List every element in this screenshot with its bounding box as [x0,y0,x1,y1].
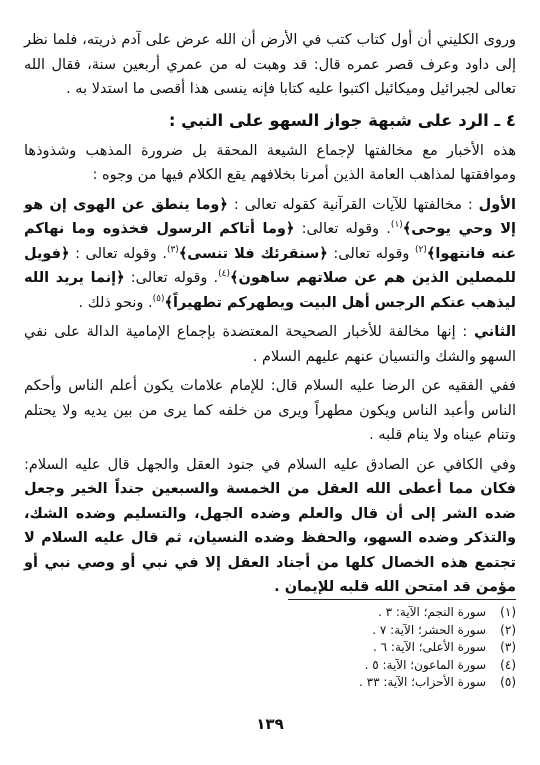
footnote-divider [288,599,516,600]
paragraph-faqih-narration: ففي الفقيه عن الرضا عليه السلام قال: للإمام علامات يكون أعلم الناس وأحكم الناس وأعبد الناس ويكون مطهراً ويرى من خلفه كما يرى من بين يديه ولا يحتلم وتنام عيناه ولا ينام قلبه . [24,378,516,443]
footnote-number: (١) [500,605,516,619]
footnotes [216,604,516,692]
footnote-item [216,622,516,640]
text-run: : إنها مخالفة للأخبار الصحيحة المعتضدة بإجماع الإمامية الدالة على نفي السهو والشك والنسيان عنهم عليهم السلام . [24,324,516,365]
quran-quote: ﴿إنما يريد الله ليذهب عنكم الرجس أهل البيت ويطهركم تطهيراً﴾ [24,270,516,311]
footnote-ref: (٢) [415,244,427,255]
footnote-text: سورة الحشر؛ الآية: ٧ . [372,622,486,637]
page-number: ١٣٩ [256,715,284,733]
text-run: وقوله تعالى: [327,245,416,262]
footnote-item [216,639,516,657]
footnote-ref: (١) [390,220,403,231]
text-run: . ونحو ذلك . [78,294,153,311]
text-run: . وقوله تعالى: [294,221,391,237]
text-run: . وقوله تعالى : [69,245,167,262]
point-label-first: الأول [478,196,516,213]
footnote-text: سورة النجم؛ الآية: ٣ . [377,605,486,619]
footnote-number: (٥) [500,675,516,689]
footnote-text: سورة الأحزاب؛ الآية: ٣٣ . [359,675,486,689]
paragraph-overview: هذه الأخبار مع مخالفتها لإجماع الشيعة المحقة بل ضرورة المذهب وشذوذها وموافقتها لمذاهب العامة الذين أمرنا بخلافهم يقع الكلام فيها من وجوه : [24,142,516,183]
footnote-item [216,657,516,675]
footnote-item [216,604,516,622]
footnote-number: (٣) [500,640,516,654]
footnote-number: (٢) [500,622,516,637]
footnote-ref: (٥) [152,293,165,304]
paragraph-intro: وروى الكليني أن أول كتاب كتب في الأرض أن الله عرض على آدم ذريته، فلما نظر إلى داود وعرف قصر عمره قال: قد وهبت له من عمري أربعين سنة، فقال الله تعالى لجبرائيل وميكائيل اكتبوا عليه كتابا فإنه ينسى هذا أقصى ما استدلا به . [24,32,516,97]
footnote-item [216,674,516,692]
text-run: . وقوله تعالى: [124,270,219,286]
footnote-text: سورة الأعلى؛ الآية: ٦ . [373,640,486,654]
paragraph-second-point [24,320,516,369]
quran-quote: ﴿وما أتاكم الرسول فخذوه وما نهاكم عنه فانتهوا﴾ [24,221,516,262]
footnote-ref: (٤) [218,269,231,280]
hadith-quote: فكان مما أعطى الله العقل من الخمسة والسبعين جنداً الخير وجعل ضده الشر إلى أن قال والعلم وضده الجهل، والتسليم وضده الشك، والتذكر وضده السهو، والحفظ وضده النسيان، ثم قال عليه السلام لا تجتمع هذه الخصال كلها من أجناد العقل إلا في نبي أو وصي نبي أو مؤمن قد امتحن الله قلبه للإيمان . [24,481,516,595]
text-run: وفي الكافي عن الصادق عليه السلام في جنود العقل والجهل قال عليه السلام: [24,456,516,473]
footnote-ref: (٣) [166,244,179,255]
text-run: : مخالفتها للآيات القرآنية كقوله تعالى : [227,196,479,213]
quran-quote: ﴿سنقرئك فلا تنسى﴾ [178,245,328,262]
point-label-second: الثاني [474,324,516,340]
paragraph-first-point [24,193,516,316]
footnote-text: سورة الماعون؛ الآية: ٥ . [364,657,486,672]
section-heading: ٤ ـ الرد على شبهة جواز السهو على النبي : [168,110,516,130]
quran-quote: ﴿فويل للمصلين الذين هم عن صلاتهم ساهون﴾ [24,245,516,286]
footnote-number: (٤) [500,657,516,672]
quran-quote: ﴿وما ينطق عن الهوى إن هو إلا وحي يوحى﴾ [24,196,517,237]
paragraph-kafi-narration [24,453,516,600]
